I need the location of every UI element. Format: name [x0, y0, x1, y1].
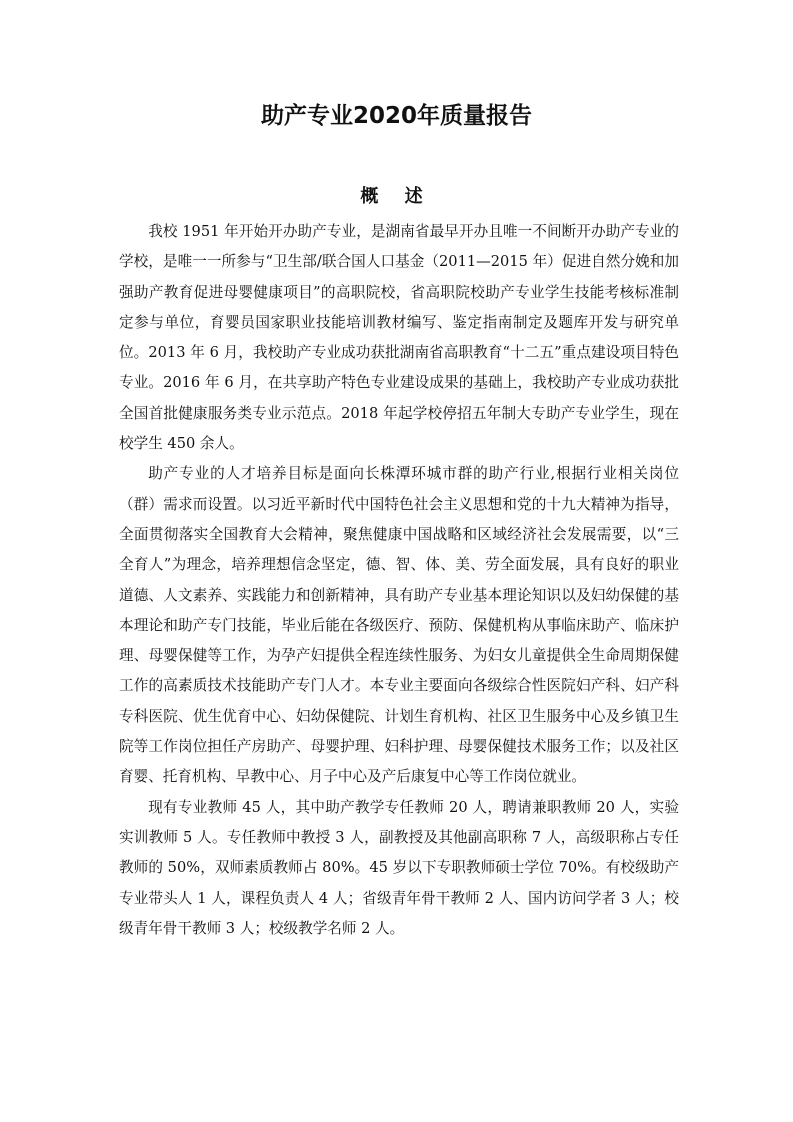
section-title: 概 述: [360, 186, 433, 207]
document-body: [119, 217, 679, 944]
paragraph-faculty: 现有专业教师 45 人，其中助产教学专任教师 20 人，聘请兼职教师 20 人，实验实训教师 5 人。专任教师中教授 3 人，副教授及其他副高职称 7 人，高级职称占专任教师的 50%，双师素质教师占 80%。45 岁以下专职教师硕士学位 70%。有校级助产专业带头人 1 人，课程负责人 4 人；省级青年骨干教师 2 人、国内访问学者 3 人；校级青年骨干教师 3 人；校级教学名师 2 人。: [119, 798, 679, 937]
document-title: 助产专业2020年质量报告: [260, 103, 532, 129]
paragraph-history: 我校 1951 年开始开办助产专业，是湖南省最早开办且唯一不间断开办助产专业的学校，是唯一一所参与“卫生部/联合国人口基金（2011—2015 年）促进自然分娩和加强助产教育促进母婴健康项目”的高职院校，省高职院校助产专业学生技能考核标准制定参与单位，育婴员国家职业技能培训教材编写、鉴定指南制定及题库开发与研究单位。2013 年 6 月，我校助产专业成功获批湖南省高职教育“十二五”重点建设项目特色专业。2016 年 6 月，在共享助产特色专业建设成果的基础上，我校助产专业成功获批全国首批健康服务类专业示范点。2018 年起学校停招五年制大专助产专业学生，现在校学生 450 余人。: [119, 223, 679, 453]
paragraph-training-goals: 助产专业的人才培养目标是面向长株潭环城市群的助产行业,根据行业相关岗位（群）需求而设置。以习近平新时代中国特色社会主义思想和党的十九大精神为指导，全面贯彻落实全国教育大会精神，聚焦健康中国战略和区域经济社会发展需要，以“三全育人”为理念，培养理想信念坚定，德、智、体、美、劳全面发展，具有良好的职业道德、人文素养、实践能力和创新精神，具有助产专业基本理论知识以及妇幼保健的基本理论和助产专门技能，毕业后能在各级医疗、预防、保健机构从事临床助产、临床护理、母婴保健等工作，为孕产妇提供全程连续性服务、为妇女儿童提供全生命周期保健工作的高素质技术技能助产专门人才。本专业主要面向各级综合性医院妇产科、妇产科专科医院、优生优育中心、妇幼保健院、计划生育机构、社区卫生服务中心及乡镇卫生院等工作岗位担任产房助产、母婴护理、妇科护理、母婴保健技术服务工作；以及社区育婴、托育机构、早教中心、月子中心及产后康复中心等工作岗位就业。: [119, 465, 679, 786]
